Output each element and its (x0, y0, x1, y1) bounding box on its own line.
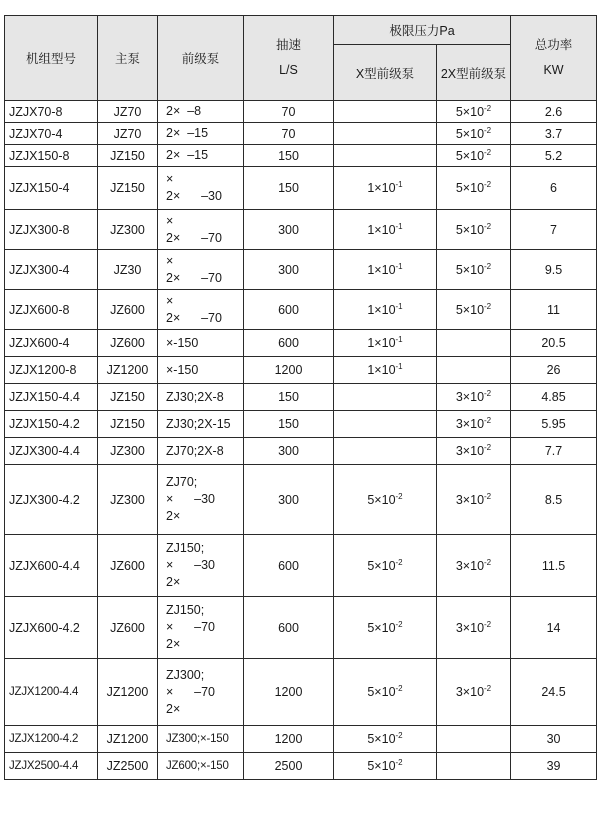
cell-power: 24.5 (511, 659, 597, 726)
cell-fore-pump (158, 210, 244, 250)
cell-2x-pressure: $5\times 10^{-2}$ (437, 210, 511, 250)
cell-model: JZJX70-4 (5, 123, 98, 145)
cell-fore-pump (158, 659, 244, 726)
cell-speed: 300 (244, 250, 334, 290)
cell-model: JZJX300-4 (5, 250, 98, 290)
cell-fore-pump (158, 123, 244, 145)
cell-power: 7 (511, 210, 597, 250)
cell-fore-pump (158, 753, 244, 780)
cell-x-pressure: $5\times 10^{-2}$ (334, 726, 437, 753)
cell-2x-pressure: $5\times 10^{-2}$ (437, 145, 511, 167)
cell-2x-pressure: $3\times 10^{-2}$ (437, 465, 511, 535)
cell-x-pressure (334, 123, 437, 145)
cell-x-pressure: $5\times 10^{-2}$ (334, 597, 437, 659)
cell-fore-pump (158, 167, 244, 210)
cell-speed: 150 (244, 145, 334, 167)
table-row (5, 330, 597, 357)
fore-pump-line: × (166, 293, 174, 308)
cell-power: 5.2 (511, 145, 597, 167)
cell-model: JZJX1200-8 (5, 357, 98, 384)
fore-pump-line: 2× –70 (166, 230, 222, 245)
cell-fore-pump (158, 357, 244, 384)
cell-2x-pressure: $5\times 10^{-2}$ (437, 290, 511, 330)
cell-x-pressure (334, 438, 437, 465)
cell-x-pressure: $1\times 10^{-1}$ (334, 210, 437, 250)
cell-2x-pressure: $3\times 10^{-2}$ (437, 659, 511, 726)
cell-speed: 150 (244, 411, 334, 438)
header-ultimate-pressure: 极限压力Pa (334, 16, 511, 45)
cell-main-pump: JZ600 (98, 597, 158, 659)
fore-pump-line: ZJ70;2X-8 (166, 443, 224, 458)
cell-speed: 2500 (244, 753, 334, 780)
table-body (5, 101, 597, 780)
cell-model: JZJX150-4.4 (5, 384, 98, 411)
cell-speed: 600 (244, 290, 334, 330)
cell-model: JZJX600-4.4 (5, 535, 98, 597)
fore-pump-line: JZ600;×-150 (166, 759, 229, 772)
fore-pump-line: ×-150 (166, 335, 199, 350)
cell-power: 4.85 (511, 384, 597, 411)
fore-pump-line: 2× (166, 509, 181, 523)
cell-main-pump: JZ300 (98, 438, 158, 465)
fore-pump-line: ZJ150; (166, 603, 205, 617)
header-fore-pump: 前级泵 (158, 16, 244, 101)
fore-pump-line: ZJ300; (166, 667, 205, 682)
cell-2x-pressure: $5\times 10^{-2}$ (437, 101, 511, 123)
cell-x-pressure: $1\times 10^{-1}$ (334, 290, 437, 330)
fore-pump-line: 2× –30 (166, 189, 222, 203)
header-model: 机组型号 (5, 16, 98, 101)
cell-power: 2.6 (511, 101, 597, 123)
cell-fore-pump (158, 411, 244, 438)
table-row (5, 726, 597, 753)
cell-fore-pump (158, 597, 244, 659)
cell-power: 5.95 (511, 411, 597, 438)
cell-power: 11.5 (511, 535, 597, 597)
table-row (5, 123, 597, 145)
cell-model: JZJX600-8 (5, 290, 98, 330)
cell-model: JZJX150-4 (5, 167, 98, 210)
cell-main-pump: JZ1200 (98, 659, 158, 726)
cell-power: 6 (511, 167, 597, 210)
cell-main-pump: JZ150 (98, 384, 158, 411)
fore-pump-line: 2× –8 (166, 104, 202, 118)
table-row (5, 753, 597, 780)
table-row (5, 210, 597, 250)
table-row (5, 535, 597, 597)
cell-power: 8.5 (511, 465, 597, 535)
cell-main-pump: JZ150 (98, 167, 158, 210)
cell-fore-pump (158, 250, 244, 290)
table-row (5, 465, 597, 535)
cell-speed: 150 (244, 384, 334, 411)
fore-pump-line: ZJ70; (166, 475, 198, 489)
cell-x-pressure (334, 411, 437, 438)
cell-speed: 1200 (244, 357, 334, 384)
cell-model: JZJX300-4.4 (5, 438, 98, 465)
cell-main-pump: JZ600 (98, 290, 158, 330)
cell-main-pump: JZ150 (98, 411, 158, 438)
cell-speed: 150 (244, 167, 334, 210)
fore-pump-line: 2× –70 (166, 270, 222, 285)
cell-model: JZJX2500-4.4 (5, 753, 98, 780)
cell-x-pressure (334, 384, 437, 411)
cell-main-pump: JZ70 (98, 101, 158, 123)
header-x-fore-pump: X型前级泵 (334, 45, 437, 101)
cell-x-pressure: $1\times 10^{-1}$ (334, 330, 437, 357)
table-row (5, 145, 597, 167)
cell-power: 7.7 (511, 438, 597, 465)
table-row (5, 101, 597, 123)
fore-pump-line: × –70 (166, 684, 215, 699)
fore-pump-line: × (166, 213, 174, 228)
cell-2x-pressure: $5\times 10^{-2}$ (437, 123, 511, 145)
fore-pump-line: ×-150 (166, 362, 199, 377)
fore-pump-line: 2× (166, 701, 181, 716)
cell-model: JZJX300-8 (5, 210, 98, 250)
cell-x-pressure: $5\times 10^{-2}$ (334, 535, 437, 597)
fore-pump-line: 2× (166, 575, 181, 589)
cell-x-pressure: $5\times 10^{-2}$ (334, 465, 437, 535)
table-row (5, 438, 597, 465)
cell-main-pump: JZ70 (98, 123, 158, 145)
cell-main-pump: JZ300 (98, 465, 158, 535)
header-speed: 抽速 L/S (244, 16, 334, 101)
cell-x-pressure (334, 101, 437, 123)
cell-fore-pump (158, 384, 244, 411)
cell-2x-pressure (437, 753, 511, 780)
cell-fore-pump (158, 465, 244, 535)
fore-pump-line: 2× –15 (166, 126, 209, 140)
cell-fore-pump (158, 101, 244, 123)
table-row (5, 290, 597, 330)
cell-fore-pump (158, 438, 244, 465)
cell-speed: 300 (244, 465, 334, 535)
cell-model: JZJX600-4 (5, 330, 98, 357)
cell-main-pump: JZ1200 (98, 726, 158, 753)
cell-model: JZJX150-8 (5, 145, 98, 167)
fore-pump-line: 2× –15 (166, 148, 209, 162)
cell-main-pump: JZ30 (98, 250, 158, 290)
fore-pump-line: × –30 (166, 492, 215, 506)
cell-speed: 600 (244, 597, 334, 659)
cell-fore-pump (158, 330, 244, 357)
cell-main-pump: JZ2500 (98, 753, 158, 780)
cell-fore-pump (158, 535, 244, 597)
cell-main-pump: JZ150 (98, 145, 158, 167)
table-row (5, 597, 597, 659)
cell-x-pressure: $1\times 10^{-1}$ (334, 250, 437, 290)
cell-model: JZJX1200-4.4 (5, 659, 98, 726)
cell-2x-pressure: $5\times 10^{-2}$ (437, 167, 511, 210)
cell-model: JZJX1200-4.2 (5, 726, 98, 753)
cell-model: JZJX300-4.2 (5, 465, 98, 535)
table-row (5, 357, 597, 384)
cell-model: JZJX600-4.2 (5, 597, 98, 659)
cell-x-pressure: $5\times 10^{-2}$ (334, 659, 437, 726)
cell-main-pump: JZ600 (98, 330, 158, 357)
cell-speed: 600 (244, 330, 334, 357)
cell-2x-pressure: $3\times 10^{-2}$ (437, 597, 511, 659)
cell-2x-pressure: $3\times 10^{-2}$ (437, 438, 511, 465)
cell-fore-pump (158, 145, 244, 167)
cell-power: 11 (511, 290, 597, 330)
table-row (5, 250, 597, 290)
cell-speed: 1200 (244, 659, 334, 726)
cell-power: 9.5 (511, 250, 597, 290)
cell-2x-pressure: $5\times 10^{-2}$ (437, 250, 511, 290)
cell-power: 3.7 (511, 123, 597, 145)
table-header (5, 16, 597, 101)
cell-speed: 600 (244, 535, 334, 597)
cell-main-pump: JZ600 (98, 535, 158, 597)
cell-2x-pressure: $3\times 10^{-2}$ (437, 384, 511, 411)
header-main-pump: 主泵 (98, 16, 158, 101)
table-row (5, 167, 597, 210)
cell-power: 14 (511, 597, 597, 659)
cell-2x-pressure: $3\times 10^{-2}$ (437, 535, 511, 597)
cell-2x-pressure (437, 330, 511, 357)
cell-model: JZJX150-4.2 (5, 411, 98, 438)
table-row (5, 411, 597, 438)
fore-pump-line: 2× –70 (166, 310, 222, 325)
cell-x-pressure: $1\times 10^{-1}$ (334, 167, 437, 210)
cell-speed: 70 (244, 123, 334, 145)
fore-pump-line: ZJ150; (166, 541, 205, 555)
cell-power: 30 (511, 726, 597, 753)
cell-2x-pressure (437, 726, 511, 753)
fore-pump-line: × (166, 172, 174, 186)
fore-pump-line: × –70 (166, 620, 215, 634)
table-row (5, 659, 597, 726)
fore-pump-line: ZJ30;2X-15 (166, 416, 231, 431)
cell-main-pump: JZ300 (98, 210, 158, 250)
fore-pump-line: 2× (166, 637, 181, 651)
fore-pump-line: × (166, 253, 174, 268)
cell-model: JZJX70-8 (5, 101, 98, 123)
cell-2x-pressure (437, 357, 511, 384)
cell-fore-pump (158, 290, 244, 330)
cell-fore-pump (158, 726, 244, 753)
cell-main-pump: JZ1200 (98, 357, 158, 384)
cell-x-pressure: $5\times 10^{-2}$ (334, 753, 437, 780)
fore-pump-line: × –30 (166, 558, 215, 572)
cell-speed: 1200 (244, 726, 334, 753)
cell-power: 20.5 (511, 330, 597, 357)
cell-2x-pressure: $3\times 10^{-2}$ (437, 411, 511, 438)
vacuum-unit-spec-table (4, 15, 597, 780)
cell-speed: 70 (244, 101, 334, 123)
cell-x-pressure (334, 145, 437, 167)
cell-power: 39 (511, 753, 597, 780)
cell-speed: 300 (244, 438, 334, 465)
fore-pump-line: ZJ30;2X-8 (166, 389, 224, 404)
header-2x-fore-pump: 2X型前级泵 (437, 45, 511, 101)
fore-pump-line: JZ300;×-150 (166, 732, 229, 745)
table-row (5, 384, 597, 411)
cell-power: 26 (511, 357, 597, 384)
cell-speed: 300 (244, 210, 334, 250)
cell-x-pressure: $1\times 10^{-1}$ (334, 357, 437, 384)
header-power: 总功率 KW (511, 16, 597, 101)
